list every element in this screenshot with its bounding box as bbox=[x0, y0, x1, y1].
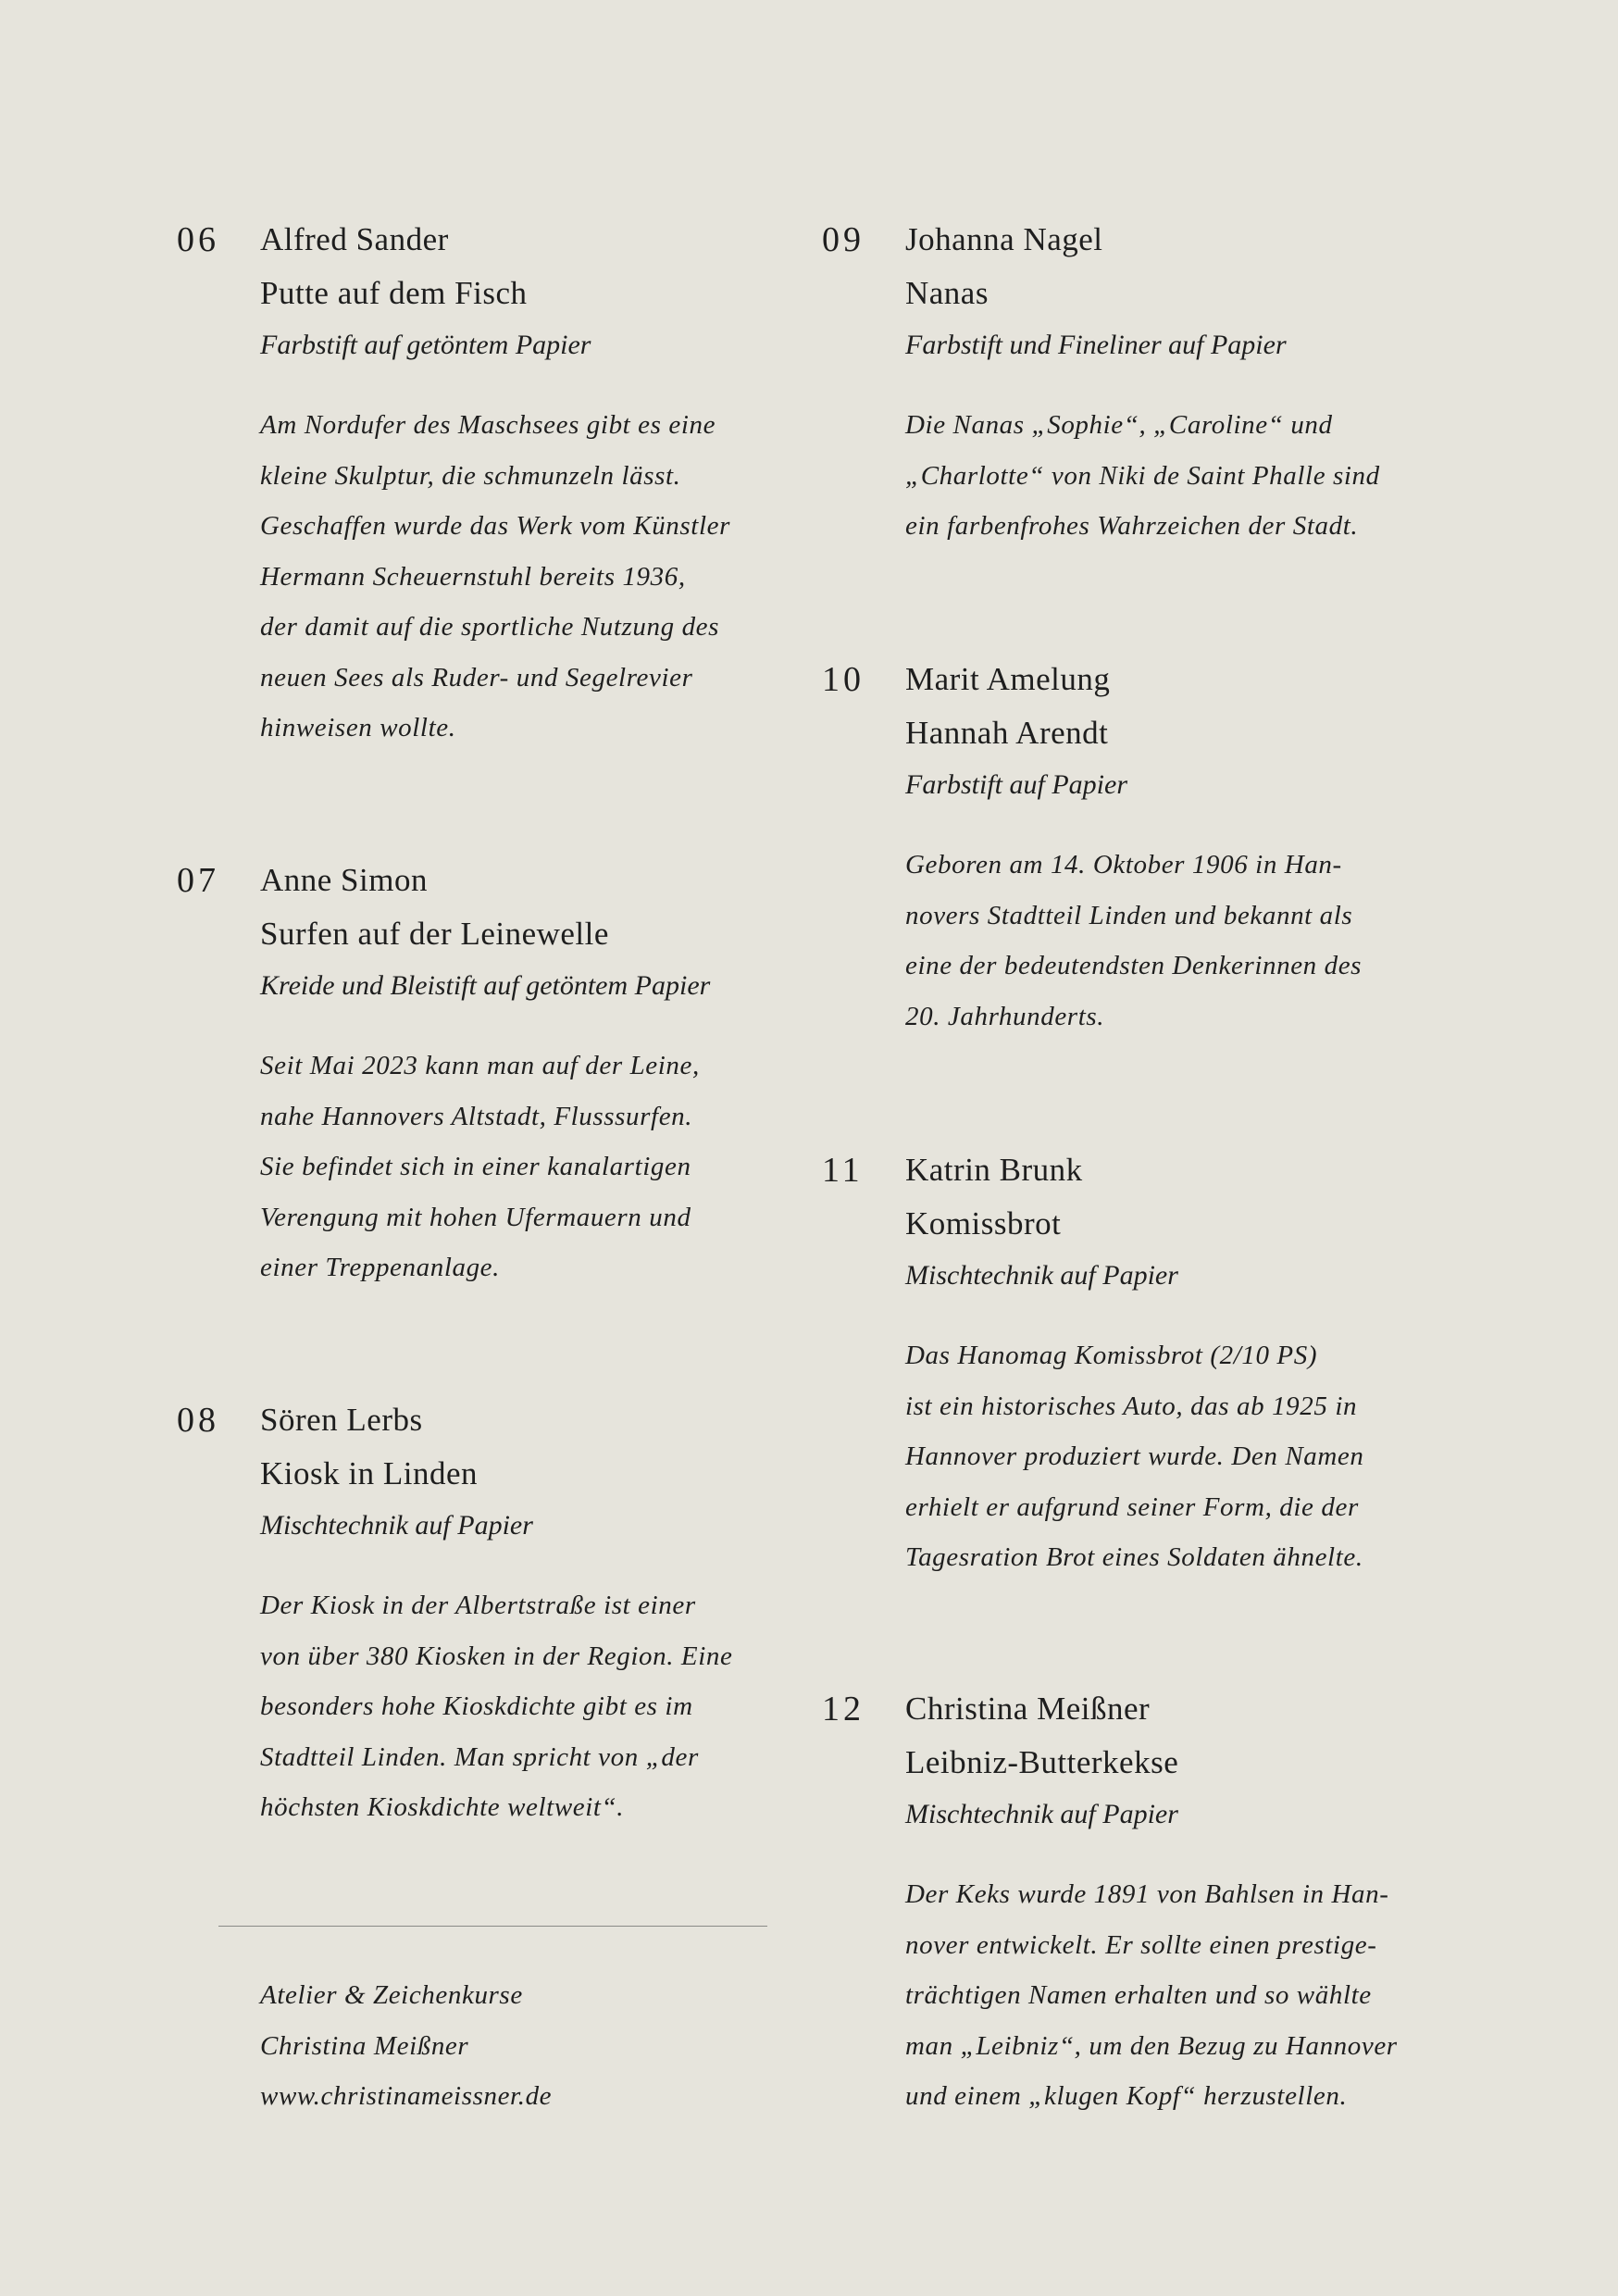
entry-number: 09 bbox=[822, 220, 865, 259]
entry-11 bbox=[822, 1143, 1479, 1583]
description-line: Das Hanomag Komissbrot (2/10 PS) bbox=[905, 1341, 1318, 1370]
entry-12 bbox=[822, 1682, 1479, 2122]
entry-08 bbox=[177, 1393, 834, 1833]
entry-number: 08 bbox=[177, 1401, 219, 1440]
description-line: eine der bedeutendsten Denkerinnen des bbox=[905, 951, 1363, 980]
entry-description bbox=[905, 1330, 1479, 1583]
description-line: ein farbenfrohes Wahrzeichen der Stadt. bbox=[905, 511, 1359, 541]
entry-number: 11 bbox=[822, 1151, 864, 1190]
description-line: 20. Jahrhunderts. bbox=[905, 1001, 1105, 1031]
entry-medium: Mischtechnik auf Papier bbox=[905, 1799, 1178, 1829]
entry-06 bbox=[177, 213, 834, 754]
description-line: kleine Skulptur, die schmunzeln lässt. bbox=[260, 460, 681, 491]
entry-medium: Farbstift auf Papier bbox=[905, 769, 1127, 800]
entry-number: 07 bbox=[177, 861, 219, 900]
description-line: Hermann Scheuernstuhl bereits 1936, bbox=[260, 561, 686, 592]
description-line: Geboren am 14. Oktober 1906 in Han- bbox=[905, 850, 1342, 880]
entry-artist: Alfred Sander bbox=[260, 221, 449, 257]
description-line: erhielt er aufgrund seiner Form, die der bbox=[905, 1491, 1359, 1522]
entry-artist: Katrin Brunk bbox=[905, 1152, 1083, 1188]
entry-title: Surfen auf der Leinewelle bbox=[260, 916, 609, 952]
entry-artist: Johanna Nagel bbox=[905, 221, 1103, 257]
entry-description bbox=[260, 400, 834, 754]
entry-title: Putte auf dem Fisch bbox=[260, 275, 528, 311]
entry-description bbox=[260, 1580, 834, 1833]
description-line: neuen Sees als Ruder- und Segelrevier bbox=[260, 662, 693, 693]
description-line: einer Treppenanlage. bbox=[260, 1253, 500, 1282]
entry-title: Nanas bbox=[905, 275, 989, 311]
entry-medium: Farbstift und Fineliner auf Papier bbox=[905, 330, 1287, 360]
entry-description bbox=[905, 1869, 1479, 2122]
description-line: Am Nordufer des Maschsees gibt es eine bbox=[260, 410, 716, 440]
description-line: trächtigen Namen erhalten und so wählte bbox=[905, 1980, 1372, 2010]
footer-name: Christina Meißner bbox=[260, 2030, 469, 2061]
description-line: der damit auf die sportliche Nutzung des bbox=[260, 612, 720, 642]
description-line: Sie befindet sich in einer kanalartigen bbox=[260, 1152, 691, 1181]
entry-title: Komissbrot bbox=[905, 1205, 1062, 1242]
entry-artist: Christina Meißner bbox=[905, 1691, 1151, 1727]
entry-number: 12 bbox=[822, 1690, 865, 1728]
entry-medium: Mischtechnik auf Papier bbox=[260, 1510, 533, 1541]
entry-title: Leibniz-Butterkekse bbox=[905, 1744, 1179, 1780]
description-line: ist ein historisches Auto, das ab 1925 in bbox=[905, 1391, 1358, 1421]
entry-title: Hannah Arendt bbox=[905, 715, 1109, 751]
entry-description bbox=[260, 1041, 834, 1293]
entry-number: 10 bbox=[822, 660, 865, 699]
entry-title: Kiosk in Linden bbox=[260, 1455, 478, 1491]
entry-medium: Farbstift auf getöntem Papier bbox=[260, 330, 591, 360]
description-line: Tagesration Brot eines Soldaten ähnelte. bbox=[905, 1542, 1363, 1572]
description-line: Die Nanas „Sophie“, „Caroline“ und bbox=[905, 410, 1333, 440]
description-line: Stadtteil Linden. Man spricht von „der bbox=[260, 1741, 699, 1772]
entry-description bbox=[905, 840, 1479, 1042]
entry-10 bbox=[822, 653, 1479, 1042]
description-line: hinweisen wollte. bbox=[260, 713, 456, 742]
entry-description bbox=[905, 400, 1479, 552]
description-line: novers Stadtteil Linden und bekannt als bbox=[905, 900, 1353, 930]
description-line: höchsten Kioskdichte weltweit“. bbox=[260, 1792, 625, 1822]
footer-website-link[interactable]: www.christinameissner.de bbox=[260, 2081, 553, 2111]
description-line: „Charlotte“ von Niki de Saint Phalle sind bbox=[905, 460, 1380, 491]
footer-contact bbox=[260, 1970, 552, 2122]
description-line: Verengung mit hohen Ufermauern und bbox=[260, 1202, 691, 1232]
entry-09 bbox=[822, 213, 1479, 552]
description-line: und einem „klugen Kopf“ herzustellen. bbox=[905, 2081, 1348, 2111]
entry-artist: Anne Simon bbox=[260, 862, 428, 898]
entry-medium: Kreide und Bleistift auf getöntem Papier bbox=[260, 970, 711, 1001]
description-line: Seit Mai 2023 kann man auf der Leine, bbox=[260, 1051, 700, 1080]
description-line: Der Kiosk in der Albertstraße ist einer bbox=[260, 1591, 696, 1620]
description-line: nover entwickelt. Er sollte einen prestige- bbox=[905, 1929, 1377, 1960]
entry-medium: Mischtechnik auf Papier bbox=[905, 1260, 1178, 1291]
entry-07 bbox=[177, 854, 834, 1293]
footer-studio: Atelier & Zeichenkurse bbox=[260, 1980, 523, 2010]
description-line: nahe Hannovers Altstadt, Flusssurfen. bbox=[260, 1101, 693, 1131]
description-line: Der Keks wurde 1891 von Bahlsen in Han- bbox=[905, 1879, 1389, 1909]
footer-divider bbox=[218, 1926, 767, 1927]
entry-artist: Sören Lerbs bbox=[260, 1402, 423, 1438]
description-line: Geschaffen wurde das Werk vom Künstler bbox=[260, 511, 730, 541]
description-line: Hannover produziert wurde. Den Namen bbox=[905, 1441, 1364, 1471]
description-line: man „Leibniz“, um den Bezug zu Hannover bbox=[905, 2030, 1398, 2061]
description-line: besonders hohe Kioskdichte gibt es im bbox=[260, 1691, 693, 1721]
entry-artist: Marit Amelung bbox=[905, 661, 1111, 697]
entry-number: 06 bbox=[177, 220, 219, 259]
description-line: von über 380 Kiosken in der Region. Eine bbox=[260, 1641, 733, 1671]
